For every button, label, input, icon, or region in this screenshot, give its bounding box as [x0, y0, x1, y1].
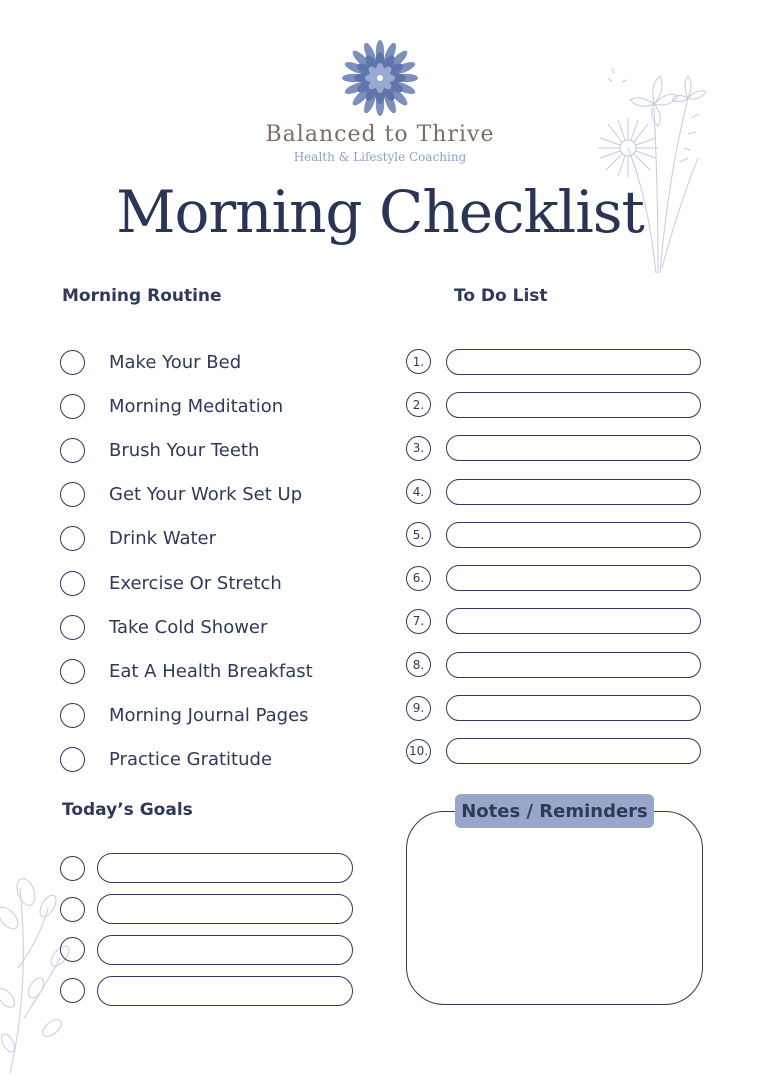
todo-number: 9.: [406, 696, 431, 721]
todo-item: [406, 340, 706, 383]
routine-list: [60, 340, 380, 782]
checkbox-circle[interactable]: [60, 659, 85, 684]
todo-number: 5.: [406, 522, 431, 547]
goal-input[interactable]: [97, 935, 353, 965]
checkbox-circle[interactable]: [60, 615, 85, 640]
routine-heading: Morning Routine: [62, 286, 222, 306]
mandala-flower-icon: [340, 38, 420, 118]
routine-item-label: Practice Gratitude: [109, 749, 273, 771]
todo-input[interactable]: [446, 695, 701, 721]
routine-item: [60, 340, 380, 384]
checkbox-circle[interactable]: [60, 747, 85, 772]
routine-item-label: Take Cold Shower: [109, 616, 268, 638]
brand-tagline: Health & Lifestyle Coaching: [293, 150, 467, 164]
todo-number: 10.: [406, 739, 431, 764]
checkbox-circle[interactable]: [60, 526, 85, 551]
todo-number: 3.: [406, 436, 431, 461]
routine-item: [60, 384, 380, 428]
todo-item: [406, 470, 706, 513]
todo-list: [406, 340, 706, 773]
goal-input[interactable]: [97, 894, 353, 924]
routine-item-label: Brush Your Teeth: [109, 439, 260, 461]
todo-number: 7.: [406, 609, 431, 634]
brand-name: Balanced to Thrive: [265, 122, 495, 147]
todo-input[interactable]: [446, 435, 701, 461]
todo-item: [406, 383, 706, 426]
routine-item-label: Exercise Or Stretch: [109, 572, 282, 594]
todo-number: 1.: [406, 349, 431, 374]
checkbox-circle[interactable]: [60, 703, 85, 728]
todo-number: 6.: [406, 566, 431, 591]
routine-item: [60, 605, 380, 649]
page-title: Morning Checklist: [116, 178, 644, 246]
routine-item-label: Get Your Work Set Up: [109, 484, 303, 506]
routine-item: [60, 561, 380, 605]
routine-item-label: Morning Meditation: [109, 395, 284, 417]
todo-number: 2.: [406, 392, 431, 417]
todo-input[interactable]: [446, 479, 701, 505]
checkbox-circle[interactable]: [60, 856, 85, 881]
todo-item: [406, 730, 706, 773]
routine-item: [60, 473, 380, 517]
todo-input[interactable]: [446, 522, 701, 548]
notes-area[interactable]: [406, 811, 703, 1005]
checkbox-circle[interactable]: [60, 978, 85, 1003]
goal-item: [60, 848, 360, 889]
routine-item: [60, 649, 380, 693]
goal-item: [60, 889, 360, 930]
goals-list: [60, 848, 360, 1011]
routine-item: [60, 738, 380, 782]
routine-item-label: Drink Water: [109, 528, 217, 550]
checkbox-circle[interactable]: [60, 438, 85, 463]
checkbox-circle[interactable]: [60, 897, 85, 922]
routine-item: [60, 428, 380, 472]
todo-heading: To Do List: [454, 286, 548, 306]
routine-item-label: Eat A Health Breakfast: [109, 660, 313, 682]
routine-item: [60, 694, 380, 738]
checkbox-circle[interactable]: [60, 394, 85, 419]
todo-number: 4.: [406, 479, 431, 504]
todo-item: [406, 513, 706, 556]
checkbox-circle[interactable]: [60, 482, 85, 507]
todo-input[interactable]: [446, 652, 701, 678]
checkbox-circle[interactable]: [60, 350, 85, 375]
routine-item: [60, 517, 380, 561]
todo-item: [406, 600, 706, 643]
goals-heading: Today’s Goals: [62, 800, 193, 820]
goal-input[interactable]: [97, 853, 353, 883]
routine-item-label: Morning Journal Pages: [109, 705, 309, 727]
goal-item: [60, 970, 360, 1011]
todo-input[interactable]: [446, 565, 701, 591]
notes-heading: Notes / Reminders: [455, 794, 654, 828]
todo-item: [406, 427, 706, 470]
todo-number: 8.: [406, 652, 431, 677]
todo-input[interactable]: [446, 392, 701, 418]
todo-item: [406, 643, 706, 686]
todo-input[interactable]: [446, 738, 701, 764]
todo-item: [406, 556, 706, 599]
todo-item: [406, 686, 706, 729]
todo-input[interactable]: [446, 349, 701, 375]
todo-input[interactable]: [446, 608, 701, 634]
goal-input[interactable]: [97, 976, 353, 1006]
routine-item-label: Make Your Bed: [109, 351, 242, 373]
checkbox-circle[interactable]: [60, 937, 85, 962]
checkbox-circle[interactable]: [60, 571, 85, 596]
goal-item: [60, 930, 360, 971]
